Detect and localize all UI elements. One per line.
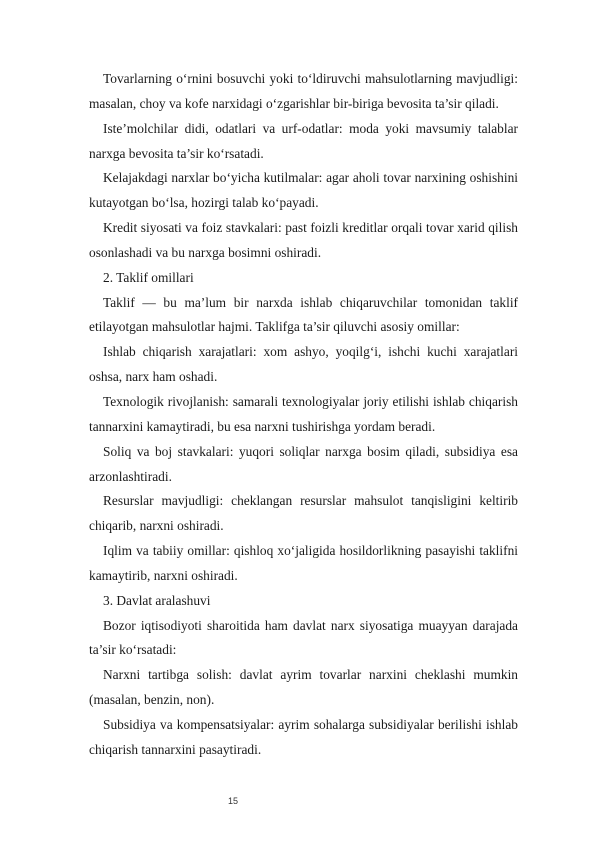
paragraph-government-intro: Bozor iqtisodiyoti sharoitida ham davlat narx siyosatiga muayyan darajada ta’sir ko‘rsatadi: xyxy=(89,617,518,658)
paragraph-substitutes: Tovarlarning o‘rnini bosuvchi yoki to‘ldiruvchi mahsulotlarning mavjudligi: masalan, choy va kofe narxidagi o‘zgarishlar bir-biriga bevosita ta’sir qiladi. xyxy=(89,71,518,111)
paragraph-taxes: Soliq va boj stavkalari: yuqori soliqlar narxga bosim qiladi, subsidiya esa arzonlashtiradi. xyxy=(89,443,518,484)
paragraph-credit-policy: Kredit siyosati va foiz stavkalari: past foizli kreditlar orqali tovar xarid qilish osonlashadi va bu narxga bosimni oshiradi. xyxy=(89,220,518,260)
paragraph-price-expectations: Kelajakdagi narxlar bo‘yicha kutilmalar: agar aholi tovar narxining oshishini kutayotgan bo‘lsa, hozirgi talab ko‘payadi. xyxy=(89,170,518,211)
section-heading-supply-factors: 2. Taklif omillari xyxy=(103,269,194,285)
paragraph-price-regulation: Narxni tartibga solish: davlat ayrim tovarlar narxini cheklashi mumkin (masalan, benzin, non). xyxy=(89,667,518,708)
body-text xyxy=(89,67,518,763)
paragraph-resources: Resurslar mavjudligi: cheklangan resurslar mahsulot tanqisligini keltirib chiqarib, narxni oshiradi. xyxy=(89,493,518,534)
paragraph-climate: Iqlim va tabiiy omillar: qishloq xo‘jaligida hosildorlikning pasayishi taklifni kamaytirib, narxni oshiradi. xyxy=(89,543,518,583)
paragraph-supply-definition: Taklif — bu ma’lum bir narxda ishlab chiqaruvchilar tomonidan taklif etilayotgan mahsulotlar hajmi. Taklifga ta’sir qiluvchi asosiy omillar: xyxy=(89,294,518,335)
paragraph-technology: Texnologik rivojlanish: samarali texnologiyalar joriy etilishi ishlab chiqarish tannarxini kamaytiradi, bu esa narxni tushirishga yordam beradi. xyxy=(89,393,518,434)
paragraph-consumer-tastes: Iste’molchilar didi, odatlari va urf-odatlar: moda yoki mavsumiy talablar narxga bevosita ta’sir ko‘rsatadi. xyxy=(89,120,518,161)
page-number: 15 xyxy=(228,796,239,806)
section-heading-government: 3. Davlat aralashuvi xyxy=(103,592,211,608)
paragraph-production-costs: Ishlab chiqarish xarajatlari: xom ashyo, yoqilg‘i, ishchi kuchi xarajatlari oshsa, narx ham oshadi. xyxy=(89,344,518,385)
paragraph-subsidies: Subsidiya va kompensatsiyalar: ayrim sohalarga subsidiyalar berilishi ishlab chiqarish tannarxini pasaytiradi. xyxy=(89,716,518,757)
